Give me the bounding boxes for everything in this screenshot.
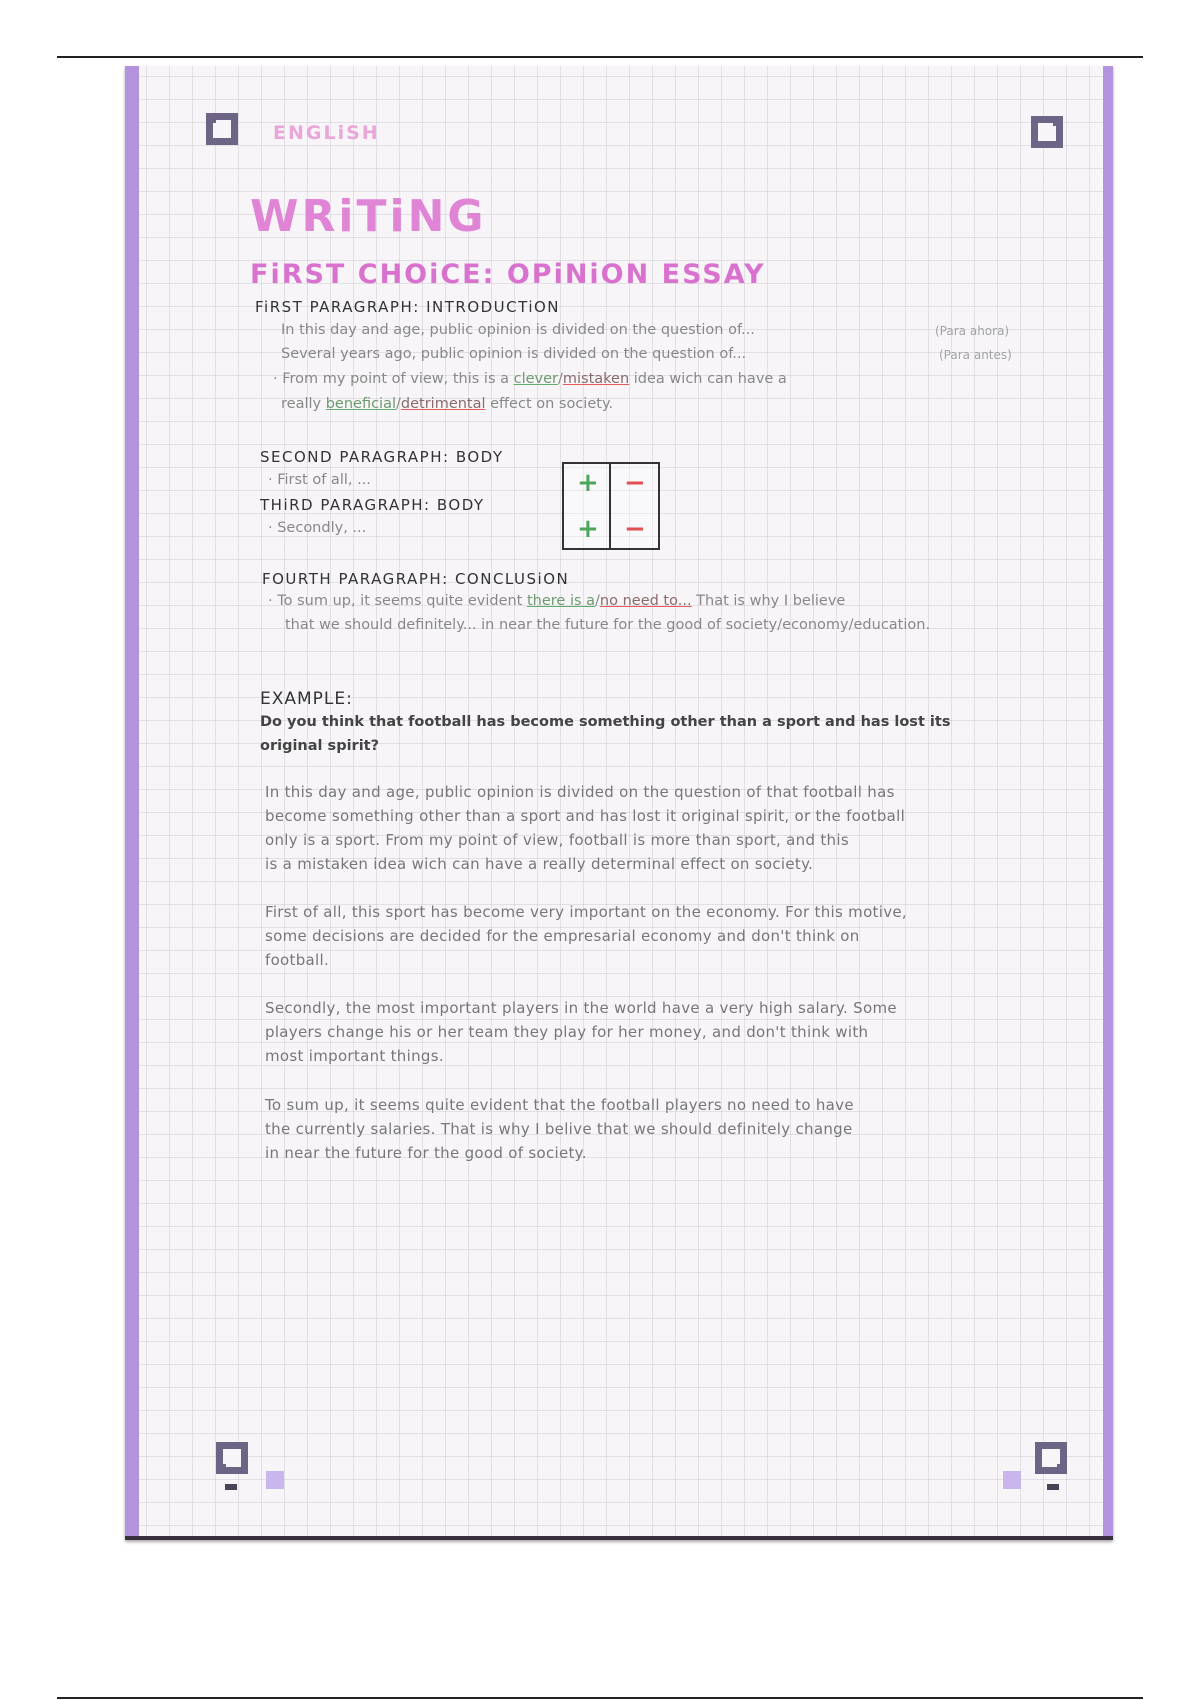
conclusion-line-1: · To sum up, it seems quite evident there is a/no need to... That is why I believe	[268, 593, 846, 609]
intro-effect-start: really	[281, 396, 322, 412]
intro-line-opinion: · From my point of view, this is a clever/mistaken idea wich can have a	[273, 371, 787, 387]
intro-effect-tail: effect on society.	[490, 396, 614, 412]
decor-square	[1003, 1471, 1021, 1489]
first-paragraph-heading: FiRST PARAGRAPH: INTRODUCTiON	[255, 298, 561, 316]
choice-no-need-to: no need to...	[599, 593, 692, 609]
essay-conclusion-line: in near the future for the good of society.	[265, 1144, 587, 1162]
essay-body1-line: football.	[265, 951, 330, 969]
corner-mark-icon	[1035, 1442, 1067, 1474]
intro-note-before: (Para antes)	[939, 348, 1012, 362]
choice-mistaken: mistaken	[562, 371, 630, 387]
essay-body1-line: First of all, this sport has become very important on the economy. For this motive,	[265, 903, 907, 921]
corner-mark-icon	[1031, 116, 1063, 148]
essay-conclusion-line: the currently salaries. That is why I belive that we should definitely change	[265, 1120, 853, 1138]
essay-body2-line: most important things.	[265, 1047, 444, 1065]
subject-label: ENGLiSH	[273, 122, 380, 144]
choice-clever: clever	[513, 371, 558, 387]
essay-body1-line: some decisions are decided for the empresarial economy and don't think on	[265, 927, 860, 945]
intro-opinion-tail: idea wich can have a	[633, 371, 787, 387]
page-subtitle: FiRST CHOiCE: OPiNiON ESSAY	[250, 259, 766, 290]
essay-intro-line: is a mistaken idea wich can have a really determinal effect on society.	[265, 855, 814, 873]
essay-intro-line: only is a sport. From my point of view, football is more than sport, and this	[265, 831, 849, 849]
example-question-line-2: original spirit?	[260, 738, 380, 754]
pros-cons-divider	[609, 464, 611, 548]
corner-dash	[1047, 1484, 1059, 1490]
essay-conclusion-line: To sum up, it seems quite evident that the football players no need to have	[265, 1096, 854, 1114]
essay-intro-line: become something other than a sport and has lost it original spirit, or the football	[265, 807, 906, 825]
page-title: WRiTiNG	[250, 191, 487, 242]
choice-there-is-a: there is a	[526, 593, 596, 609]
bottom-rule	[57, 1697, 1143, 1699]
corner-dash	[225, 1484, 237, 1490]
example-heading: EXAMPLE:	[260, 689, 353, 709]
fourth-paragraph-heading: FOURTH PARAGRAPH: CONCLUSiON	[262, 570, 570, 588]
choice-beneficial: beneficial	[325, 396, 396, 412]
choice-detrimental: detrimental	[400, 396, 486, 412]
essay-body2-line: Secondly, the most important players in the world have a very high salary. Some	[265, 999, 897, 1017]
intro-line-effect: really beneficial/detrimental effect on society.	[281, 396, 614, 412]
conclusion-line-2: that we should definitely... in near the future for the good of society/economy/education.	[285, 617, 931, 633]
page-right-stripe	[1103, 66, 1113, 1536]
decor-square	[266, 1471, 284, 1489]
page-left-stripe	[125, 66, 139, 1536]
second-paragraph-heading: SECOND PARAGRAPH: BODY	[260, 448, 504, 466]
minus-icon: −	[624, 468, 646, 498]
intro-line-now: In this day and age, public opinion is divided on the question of...	[281, 322, 755, 338]
plus-icon: +	[577, 468, 599, 498]
conclusion-end: That is why I believe	[696, 593, 846, 609]
second-paragraph-line: · First of all, ...	[268, 472, 371, 488]
essay-intro-line: In this day and age, public opinion is divided on the question of that football has	[265, 783, 895, 801]
essay-body2-line: players change his or her team they play for her money, and don't think with	[265, 1023, 869, 1041]
top-rule	[57, 56, 1143, 58]
plus-icon: +	[577, 514, 599, 544]
notebook-page	[125, 66, 1113, 1540]
pros-cons-box	[562, 462, 660, 550]
third-paragraph-line: · Secondly, ...	[268, 520, 367, 536]
example-question-line-1: Do you think that football has become something other than a sport and has lost its	[260, 714, 951, 730]
corner-mark-icon	[206, 113, 238, 145]
minus-icon: −	[624, 514, 646, 544]
intro-note-now: (Para ahora)	[935, 324, 1010, 338]
third-paragraph-heading: THiRD PARAGRAPH: BODY	[260, 496, 485, 514]
conclusion-start: · To sum up, it seems quite evident	[268, 593, 523, 609]
intro-line-before: Several years ago, public opinion is divided on the question of...	[281, 346, 747, 362]
corner-mark-icon	[216, 1442, 248, 1474]
intro-opinion-start: · From my point of view, this is a	[273, 371, 509, 387]
